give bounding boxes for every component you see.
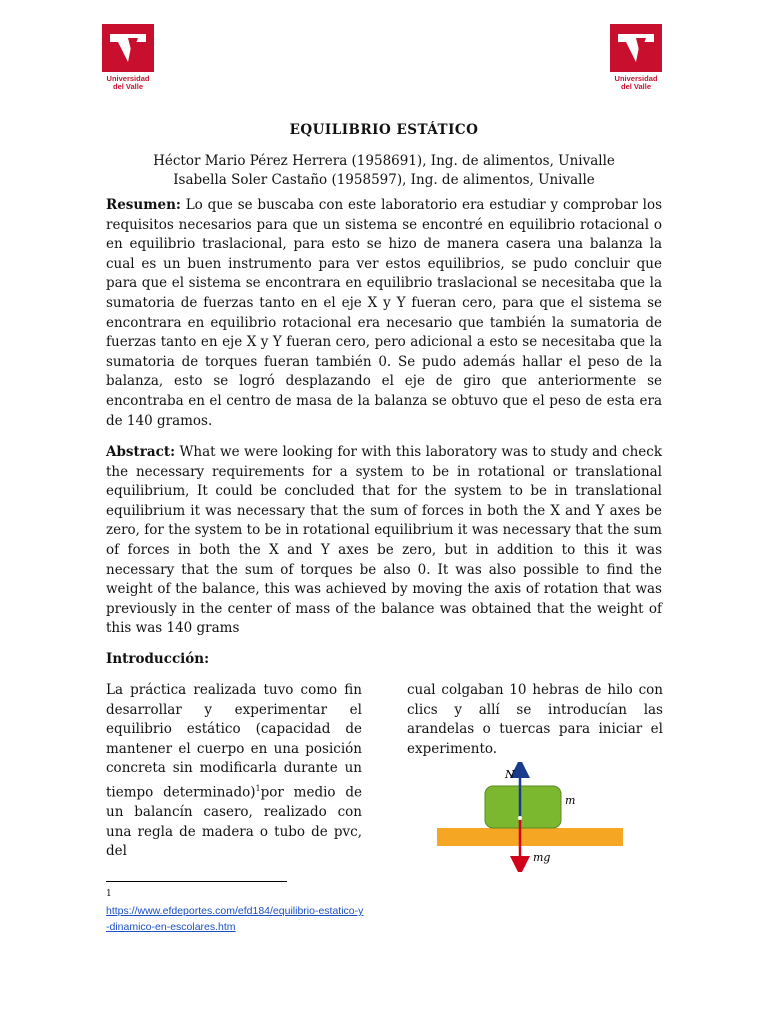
logo-line1: Universidad: [614, 74, 658, 83]
abstract-label: Abstract:: [106, 444, 176, 460]
label-mg: mg: [533, 851, 551, 864]
block: [485, 786, 561, 828]
footnote-ref: 1: [255, 783, 261, 793]
resumen-paragraph: [106, 196, 662, 431]
intro-left-text: La práctica realizada tuvo como fin desarrollar y experimentar el equilibrio estático (capacidad de mantener el cuerpo en una posición concreta sin modificarla durante un tiempo determinado): [106, 682, 362, 801]
abstract-text: What we were looking for with this laboratory was to study and check the necessary requirements for a system to be in rotational or translational equilibrium, It could be concluded that for the system to be in translational equilibrium it was necessary that the sum of forces in both the X and Y axes be zero, for the system to be in rotational equilibrium it was necessary that the sum of forces in both the X and Y axes be zero, but in addition to this it was necessary that the sum of torques be also 0. It was also possible to find the weight of the balance, this was achieved by moving the axis of rotation that was previously in the center of mass of the balance was obtained that the weight of this was 140 grams: [106, 444, 662, 637]
intro-left-text-2: por medio de un balancín casero, realizado con una regla de madera o tubo de pvc, del: [106, 784, 362, 860]
paper-title: EQUILIBRIO ESTÁTICO: [289, 122, 479, 138]
force-diagram: [437, 762, 623, 872]
footnote-number: 1: [106, 889, 112, 899]
intro-right-text: cual colgaban 10 hebras de hilo con clics y allí se introducían las arandelas o tuercas para iniciar el experimento.: [407, 682, 663, 757]
footnote-rule: [106, 881, 287, 882]
logo-line1: Universidad: [106, 74, 150, 83]
center-point: [518, 816, 522, 820]
resumen-text: Lo que se buscaba con este laboratorio era estudiar y comprobar los requisitos necesarios para que un sistema se encontré en equilibrio rotacional o en equilibrio traslacional, para esto se hizo de manera casera una balanza la cual es un buen instrumento para ver estos equilibrios, se pudo concluir que para que el sistema se encontrara en equilibrio traslacional se necesitaba que la sumatoria de fuerzas tanto en el eje X y Y fueran cero, para que el sistema se encontrara en equilibrio rotacional era necesario que también la sumatoria de fuerzas tanto en eje X y Y fueran cero, pero adicional a esto se necesitaba que la sumatoria de torques fueran también 0. Se pudo además hallar el peso de la balanza, esto se logró desplazando el eje de giro que anteriormente se encontraba en el centro de masa de la balanza se obtuvo que el peso de esta era de 140 gramos.: [106, 197, 662, 429]
logo-line2: del Valle: [112, 82, 144, 91]
abstract-paragraph: [106, 443, 662, 639]
author-2: Isabella Soler Castaño (1958597), Ing. de alimentos, Univalle: [173, 172, 595, 188]
logo-right: [610, 24, 662, 96]
univalle-logo-icon: [610, 24, 662, 72]
univalle-logo-icon: [102, 24, 154, 72]
author-1: Héctor Mario Pérez Herrera (1958691), Ing. de alimentos, Univalle: [153, 153, 615, 169]
surface: [437, 828, 623, 846]
label-m: m: [565, 794, 576, 807]
footnote-link[interactable]: https://www.efdeportes.com/efd184/equilibrio-estatico-y-dinamico-en-escolares.htm: [106, 905, 364, 933]
logo-left: [102, 24, 154, 96]
authors: [0, 152, 768, 190]
resumen-label: Resumen:: [106, 197, 181, 213]
intro-left-column: [106, 681, 362, 862]
logo-line2: del Valle: [620, 82, 652, 91]
intro-heading: Introducción:: [106, 651, 210, 667]
label-n: N: [505, 768, 515, 781]
intro-right-column: [407, 681, 663, 759]
